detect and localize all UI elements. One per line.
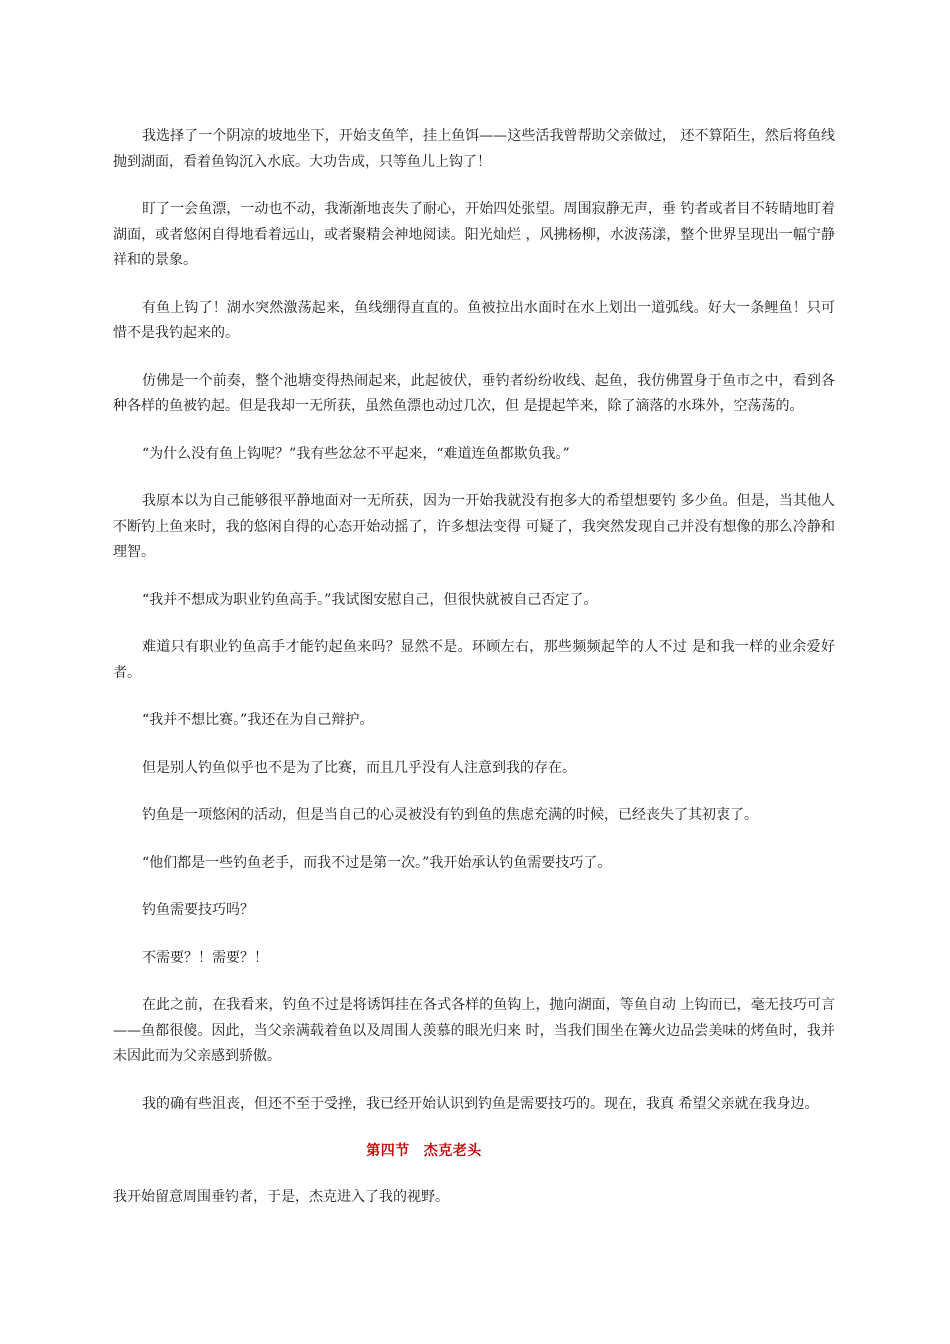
section-number: 第四节: [366, 1143, 410, 1159]
paragraph: “我并不想成为职业钓鱼高手。”我试图安慰自己，但很快就被自己否定了。: [142, 591, 598, 608]
paragraph: 在此之前，在我看来，钓鱼不过是将诱饵挂在各式各样的鱼钩上，抛向湖面，等鱼自动 上钩而已，毫无技巧可言——鱼都很傻。因此，当父亲满载着鱼以及周围人羡慕的眼光归来 时，当我们围坐在篝火边品尝美味的烤鱼时，我并未因此而为父亲感到骄傲。: [113, 997, 835, 1064]
section-title: 杰克老头: [423, 1143, 482, 1159]
paragraph: 盯了一会鱼漂，一动也不动，我渐渐地丧失了耐心，开始四处张望。周围寂静无声，垂 钓者或者目不转睛地盯着湖面，或者悠闲自得地看着远山，或者聚精会神地阅读。阳光灿烂 ，风拂杨柳，水波荡漾，整个世界呈现出一幅宁静祥和的景象。: [113, 201, 835, 268]
paragraph: 钓鱼需要技巧吗？: [142, 902, 254, 918]
document-body: [113, 124, 835, 1232]
paragraph: 难道只有职业钓鱼高手才能钓起鱼来吗？显然不是。环顾左右，那些频频起竿的人不过 是和我一样的业余爱好者。: [113, 639, 835, 681]
paragraph: 我开始留意周围垂钓者，于是，杰克进入了我的视野。: [113, 1188, 449, 1205]
paragraph: 我选择了一个阴凉的坡地坐下，开始支鱼竿，挂上鱼饵——这些活我曾帮助父亲做过， 还不算陌生，然后将鱼线抛到湖面，看着鱼钩沉入水底。大功告成，只等鱼儿上钩了！: [113, 128, 835, 170]
paragraph: 有鱼上钩了！湖水突然激荡起来，鱼线绷得直直的。鱼被拉出水面时在水上划出一道弧线。好大一条鲤鱼！只可惜不是我钓起来的。: [113, 299, 835, 341]
paragraph: 仿佛是一个前奏，整个池塘变得热闹起来，此起彼伏，垂钓者纷纷收线、起鱼，我仿佛置身于鱼市之中，看到各种各样的鱼被钓起。但是我却一无所获，虽然鱼漂也动过几次，但 是提起竿来，除了滴落的水珠外，空荡荡的。: [113, 372, 835, 414]
paragraph: “他们都是一些钓鱼老手，而我不过是第一次。”我开始承认钓鱼需要技巧了。: [142, 854, 612, 871]
section-heading: [113, 1139, 835, 1165]
paragraph: “我并不想比赛。”我还在为自己辩护。: [142, 712, 374, 728]
paragraph: 钓鱼是一项悠闲的活动，但是当自己的心灵被没有钓到鱼的焦虑充满的时候，已经丧失了其初衷了。: [142, 807, 758, 823]
paragraph: 我原本以为自己能够很平静地面对一无所获，因为一开始我就没有抱多大的希望想要钓 多少鱼。但是，当其他人不断钓上鱼来时，我的悠闲自得的心态开始动摇了，许多想法变得 可疑了，我突然发现自己并没有想像的那么冷静和理智。: [113, 493, 835, 560]
paragraph: “为什么没有鱼上钩呢？”我有些忿忿不平起来，“难道连鱼都欺负我。”: [142, 445, 570, 462]
paragraph: 但是别人钓鱼似乎也不是为了比赛，而且几乎没有人注意到我的存在。: [142, 759, 576, 776]
paragraph: 不需要？！需要？！: [142, 949, 268, 966]
paragraph: 我的确有些沮丧，但还不至于受挫，我已经开始认识到钓鱼是需要技巧的。现在，我真 希望父亲就在我身边。: [142, 1095, 819, 1112]
